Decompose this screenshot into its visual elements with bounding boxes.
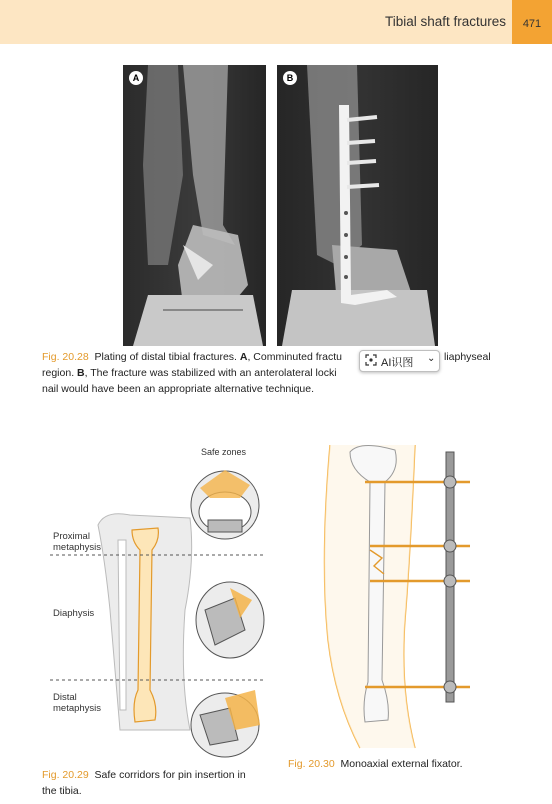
caption-text: Monoaxial external fixator. [340, 758, 463, 770]
figure-b-badge: B [283, 71, 297, 85]
cross-section-proximal [191, 470, 259, 539]
safe-zone-proximal [200, 470, 250, 498]
figure-20-30-caption [288, 756, 518, 772]
ai-image-recognition-button[interactable] [359, 350, 440, 372]
caption-text: , The fracture was stabilized with an anterolateral locki [84, 367, 337, 379]
caption-text: nail would have been an appropriate alternative technique. [42, 383, 315, 395]
figure-label: Fig. 20.30 [288, 758, 335, 770]
running-header [0, 0, 552, 44]
cross-section-distal [191, 690, 260, 757]
region-label-distal: Distal metaphysis [53, 692, 102, 714]
caption-bold-b: B [77, 367, 85, 379]
figure-label: Fig. 20.28 [42, 351, 89, 363]
figure-20-30-illustration [320, 440, 490, 750]
figure-20-28-caption [42, 349, 512, 397]
cross-section-diaphysis [196, 582, 264, 658]
caption-bold-a: A [239, 351, 248, 363]
figure-label: Fig. 20.29 [42, 769, 89, 781]
caption-text: Safe corridors for pin insertion in [94, 769, 246, 781]
ai-label: AI识图 [381, 357, 414, 369]
caption-text: region. [42, 367, 75, 379]
chevron-down-icon[interactable]: ⌄ [427, 353, 436, 364]
xray-image-b [277, 65, 438, 346]
caption-text: Plating of distal tibial fractures. [94, 351, 237, 363]
caption-text: the tibia. [42, 785, 82, 797]
caption-text: , Comminuted fractu [247, 351, 343, 363]
ai-scan-icon [365, 354, 377, 366]
figure-a-badge: A [129, 71, 143, 85]
page-number: 471 [512, 0, 552, 44]
xray-image-a [123, 65, 266, 346]
figure-20-29-caption [42, 767, 272, 799]
running-title: Tibial shaft fractures [384, 14, 506, 29]
region-label-proximal: Proximal metaphysis [53, 531, 102, 553]
caption-text: liaphyseal [444, 351, 491, 363]
safe-zones-label: Safe zones [201, 447, 247, 457]
region-label-diaphysis: Diaphysis [53, 608, 95, 619]
